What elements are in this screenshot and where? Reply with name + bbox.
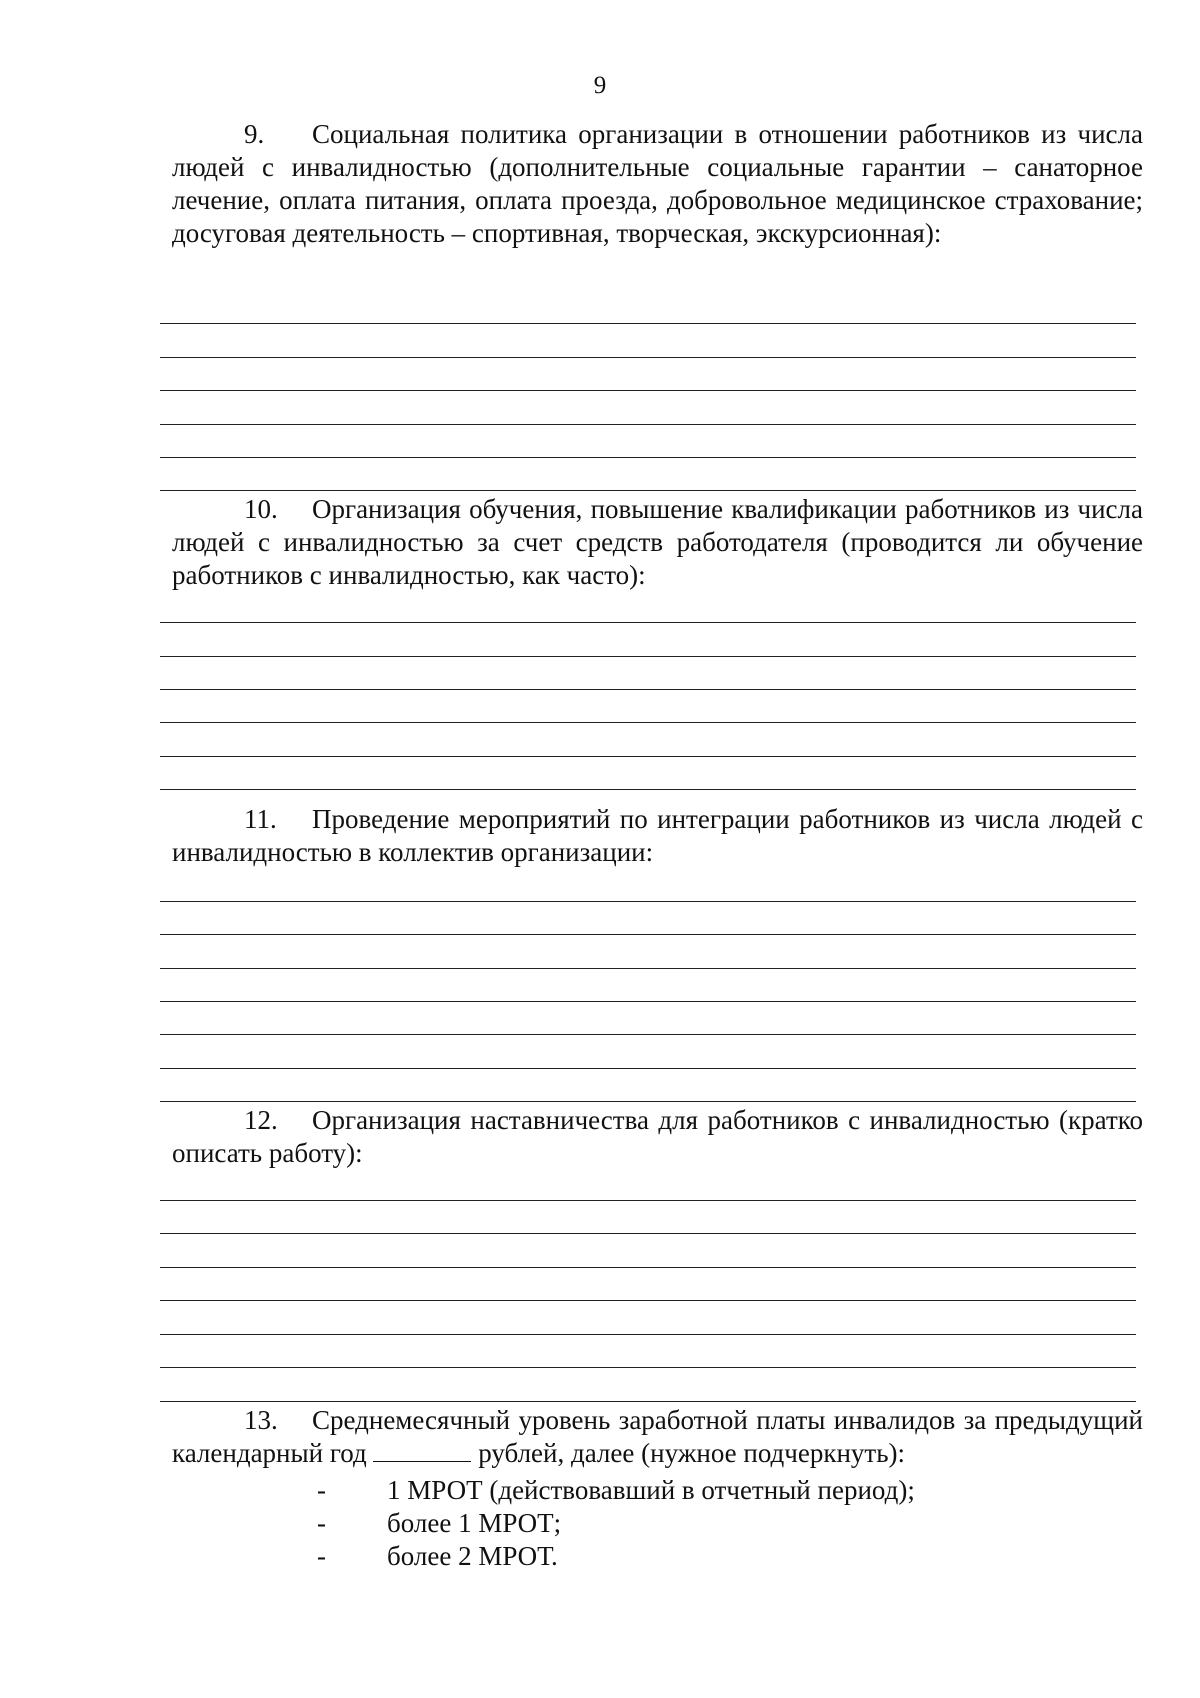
answer-line[interactable] (160, 968, 1136, 969)
answer-line[interactable] (160, 1233, 1136, 1234)
salary-option[interactable]: - 1 МРОТ (действовавший в отчетный период); (317, 1475, 915, 1505)
answer-line[interactable] (160, 390, 1136, 391)
section-9-number: 9. (244, 119, 265, 149)
section-13-text: 13. Среднемесячный уровень заработной платы инвалидов за предыдущий календарный год рублей, далее (нужное подчеркнуть): (172, 1405, 1143, 1468)
section-10 (172, 493, 1143, 592)
answer-line[interactable] (160, 457, 1136, 458)
page-number: 9 (593, 72, 607, 99)
section-12-number: 12. (244, 1105, 278, 1135)
salary-option[interactable]: - более 2 МРОТ. (317, 1541, 558, 1571)
section-13 (172, 1404, 1143, 1571)
answer-line[interactable] (160, 656, 1136, 657)
answer-line[interactable] (160, 490, 1136, 491)
salary-options-list (172, 1474, 1143, 1573)
answer-line[interactable] (160, 789, 1136, 790)
answer-line[interactable] (160, 323, 1136, 324)
section-11-number: 11. (244, 804, 277, 834)
section-9-text: 9. Социальная политика организации в отношении работников из числа людей с инвалидностью (дополнительные социальные гарантии – санаторное лечение, оплата питания, оплата проезда, добровольное медицинское страхование; досуговая деятельность – спортивная, творческая, экскурсионная): (172, 119, 1143, 248)
answer-line[interactable] (160, 1068, 1136, 1069)
answer-line[interactable] (160, 357, 1136, 358)
answer-line[interactable] (160, 1101, 1136, 1102)
section-13-number: 13. (244, 1405, 278, 1435)
answer-line[interactable] (160, 1200, 1136, 1201)
answer-line[interactable] (160, 934, 1136, 935)
salary-amount-field[interactable] (373, 1439, 471, 1462)
section-11 (172, 803, 1143, 869)
list-marker: - (317, 1508, 326, 1538)
answer-line[interactable] (160, 622, 1136, 623)
section-12 (172, 1104, 1143, 1170)
answer-line[interactable] (160, 1300, 1136, 1301)
answer-line[interactable] (160, 1001, 1136, 1002)
answer-line[interactable] (160, 756, 1136, 757)
section-9 (172, 118, 1143, 250)
section-10-text: 10. Организация обучения, повышение квалификации работников из числа людей с инвалидностью за счет средств работодателя (проводится ли обучение работников с инвалидностью, как часто): (172, 494, 1143, 590)
section-11-text: 11. Проведение мероприятий по интеграции работников из числа людей с инвалидностью в коллектив организации: (172, 804, 1143, 867)
answer-line[interactable] (160, 901, 1136, 902)
list-marker: - (317, 1475, 326, 1505)
answer-line[interactable] (160, 1334, 1136, 1335)
answer-line[interactable] (160, 1401, 1136, 1402)
answer-line[interactable] (160, 1267, 1136, 1268)
section-12-text: 12. Организация наставничества для работников с инвалидностью (кратко описать работу): (172, 1105, 1143, 1168)
answer-line[interactable] (160, 689, 1136, 690)
answer-line[interactable] (160, 1367, 1136, 1368)
section-10-number: 10. (244, 494, 278, 524)
list-marker: - (317, 1541, 326, 1571)
salary-option[interactable]: - более 1 МРОТ; (317, 1508, 562, 1538)
answer-line[interactable] (160, 722, 1136, 723)
answer-line[interactable] (160, 1034, 1136, 1035)
answer-line[interactable] (160, 424, 1136, 425)
